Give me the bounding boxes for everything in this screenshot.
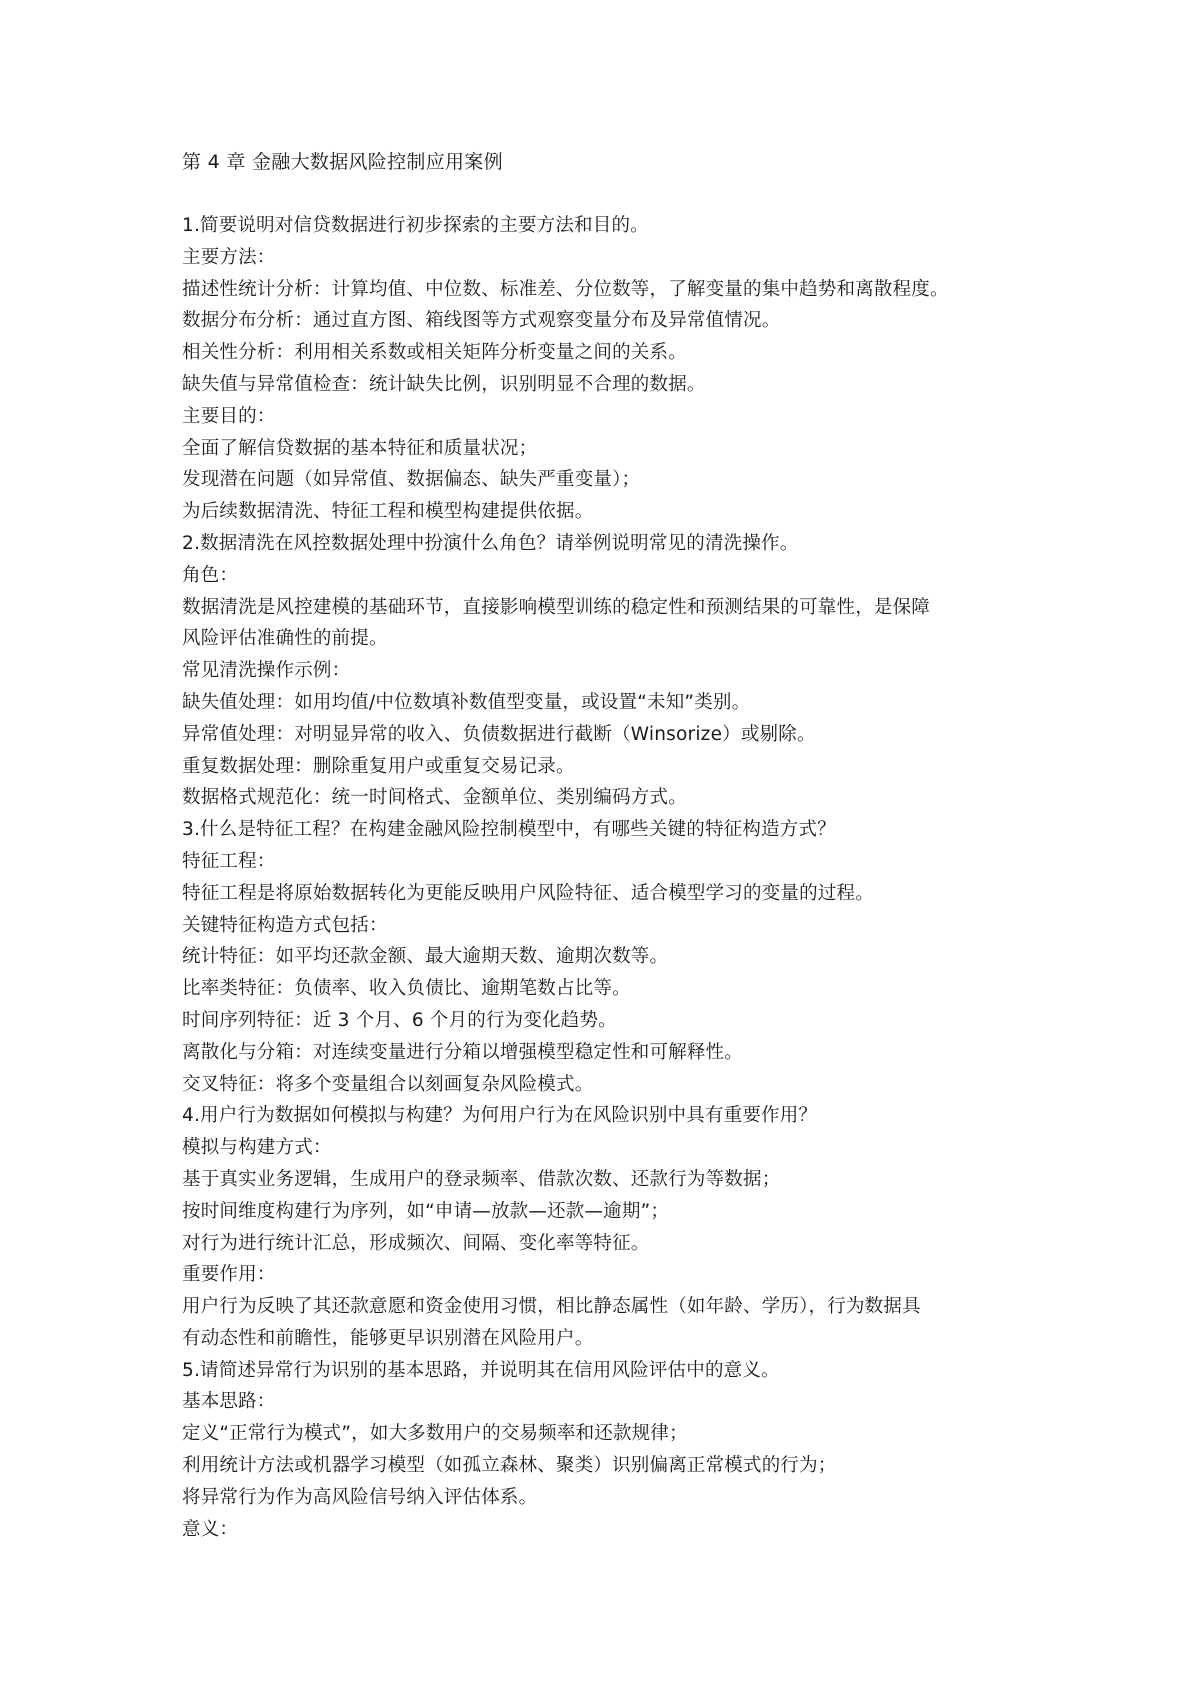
text-line: 基于真实业务逻辑，生成用户的登录频率、借款次数、还款行为等数据； bbox=[182, 1168, 781, 1190]
text-line: 有动态性和前瞻性，能够更早识别潜在风险用户。 bbox=[182, 1327, 594, 1349]
text-line: 对行为进行统计汇总，形成频次、间隔、变化率等特征。 bbox=[182, 1232, 650, 1254]
chapter-title: 第 4 章 金融大数据风险控制应用案例 bbox=[182, 151, 503, 173]
text-line: 比率类特征：负债率、收入负债比、逾期笔数占比等。 bbox=[182, 978, 631, 1000]
text-line: 角色： bbox=[182, 564, 239, 586]
text-line: 3.什么是特征工程？在构建金融风险控制模型中，有哪些关键的特征构造方式？ bbox=[182, 819, 836, 841]
text-line: 描述性统计分析：计算均值、中位数、标准差、分位数等，了解变量的集中趋势和离散程度。 bbox=[182, 278, 949, 300]
text-line: 主要目的： bbox=[182, 405, 276, 427]
text-line: 特征工程是将原始数据转化为更能反映用户风险特征、适合模型学习的变量的过程。 bbox=[182, 882, 874, 904]
text-line: 时间序列特征：近 3 个月、6 个月的行为变化趋势。 bbox=[182, 1009, 617, 1031]
text-line: 缺失值处理：如用均值/中位数填补数值型变量，或设置“未知”类别。 bbox=[182, 691, 751, 713]
text-line: 主要方法： bbox=[182, 246, 276, 268]
text-line: 将异常行为作为高风险信号纳入评估体系。 bbox=[182, 1486, 538, 1508]
text-line: 风险评估准确性的前提。 bbox=[182, 628, 388, 650]
text-line: 常见清洗操作示例： bbox=[182, 660, 351, 682]
text-line: 利用统计方法或机器学习模型（如孤立森林、聚类）识别偏离正常模式的行为； bbox=[182, 1455, 837, 1477]
text-line: 基本思路： bbox=[182, 1391, 276, 1413]
text-line: 缺失值与异常值检查：统计缺失比例，识别明显不合理的数据。 bbox=[182, 373, 706, 395]
text-line: 4.用户行为数据如何模拟与构建？为何用户行为在风险识别中具有重要作用？ bbox=[182, 1105, 818, 1127]
text-line: 交叉特征：将多个变量组合以刻画复杂风险模式。 bbox=[182, 1073, 594, 1095]
text-line: 数据清洗是风控建模的基础环节，直接影响模型训练的稳定性和预测结果的可靠性，是保障 bbox=[182, 596, 931, 618]
text-line: 数据格式规范化：统一时间格式、金额单位、类别编码方式。 bbox=[182, 787, 687, 809]
text-line: 离散化与分箱：对连续变量进行分箱以增强模型稳定性和可解释性。 bbox=[182, 1041, 744, 1063]
text-line: 发现潜在问题（如异常值、数据偏态、缺失严重变量）； bbox=[182, 469, 641, 491]
text-line: 模拟与构建方式： bbox=[182, 1137, 332, 1159]
text-line: 数据分布分析：通过直方图、箱线图等方式观察变量分布及异常值情况。 bbox=[182, 310, 781, 332]
text-line: 重要作用： bbox=[182, 1264, 276, 1286]
text-line: 5.请简述异常行为识别的基本思路，并说明其在信用风险评估中的意义。 bbox=[182, 1359, 780, 1381]
text-line: 特征工程： bbox=[182, 850, 276, 872]
text-line: 为后续数据清洗、特征工程和模型构建提供依据。 bbox=[182, 501, 594, 523]
text-line: 全面了解信贷数据的基本特征和质量状况； bbox=[182, 437, 538, 459]
text-line: 1.简要说明对信贷数据进行初步探索的主要方法和目的。 bbox=[182, 215, 649, 236]
text-line: 按时间维度构建行为序列，如“申请—放款—还款—逾期”； bbox=[182, 1200, 670, 1222]
text-line: 相关性分析：利用相关系数或相关矩阵分析变量之间的关系。 bbox=[182, 342, 687, 364]
text-line: 2.数据清洗在风控数据处理中扮演什么角色？请举例说明常见的清洗操作。 bbox=[182, 532, 799, 554]
text-line: 定义“正常行为模式”，如大多数用户的交易频率和还款规律； bbox=[182, 1423, 688, 1445]
text-line: 用户行为反映了其还款意愿和资金使用习惯，相比静态属性（如年龄、学历），行为数据具 bbox=[182, 1296, 921, 1318]
document-body bbox=[182, 210, 1022, 1545]
text-line: 重复数据处理：删除重复用户或重复交易记录。 bbox=[182, 755, 575, 777]
text-line: 异常值处理：对明显异常的收入、负债数据进行截断（Winsorize）或剔除。 bbox=[182, 723, 816, 745]
text-line: 关键特征构造方式包括： bbox=[182, 914, 388, 936]
text-line: 意义： bbox=[182, 1518, 239, 1540]
text-line: 统计特征：如平均还款金额、最大逾期天数、逾期次数等。 bbox=[182, 946, 669, 968]
